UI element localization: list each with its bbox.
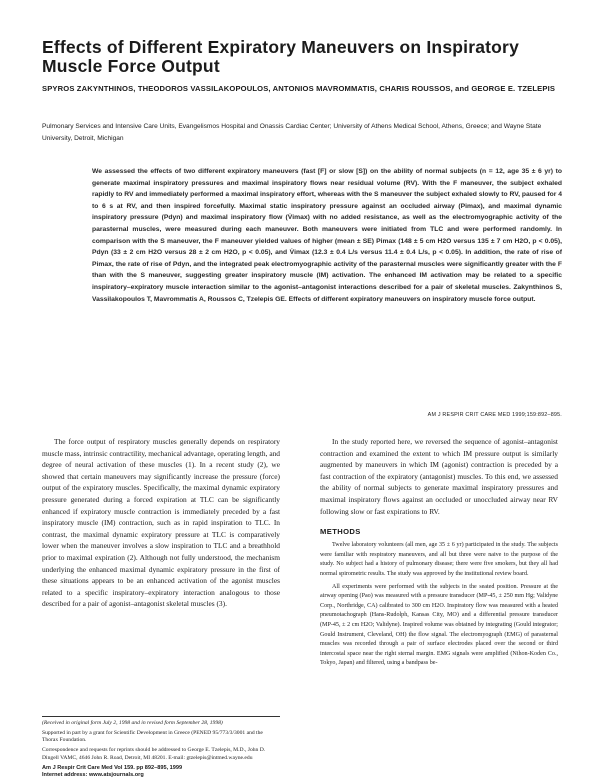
footnotes [42, 716, 280, 780]
journal-info: Am J Respir Crit Care Med Vol 159. pp 892–895, 1999 [42, 764, 183, 771]
internet-address: Internet address: www.atsjournals.org [42, 772, 144, 779]
correspondence-note: Correspondence and requests for reprints should be addressed to George E. Tzelepis, M.D., John D. Dingell VAMC, 4646 John R. Road, Detroit, MI 48201. E-mail: gtzelepis@intmed.wayne.edu [42, 747, 266, 761]
received-note: (Received in original form July 2, 1998 and in revised form September 28, 1998) [42, 720, 223, 726]
support-note: Supported in part by a grant for Scientific Development in Greece (PENED 95/773/3/3001 and the Thorax Foundation. [42, 729, 263, 744]
affiliation: Pulmonary Services and Intensive Care Units, Evangelismos Hospital and Onassis Cardiac Center; University of Athens Medical School, Athens, Greece; and Wayne State University, Detroit, Michigan [42, 123, 542, 142]
right-column [320, 436, 558, 669]
abstract-citation: AM J RESPIR CRIT CARE MED 1999;159:892–895. [427, 412, 562, 418]
methods-paragraph-1: Twelve laboratory volunteers (all men, age 35 ± 6 yr) participated in the study. The subjects were familiar with respiratory maneuvers, and all but three were naive to the purpose of the study. No subject had a history of pulmonary disease; there were five smokers, but they all had normal spirometric results. The study was approved by the institutional review board. [320, 542, 558, 577]
intro-paragraph-2: In the study reported here, we reversed the sequence of agonist–antagonist contraction and examined the extent to which IM pressure output is similarly augmented by maneuvers in which IM (agonist) contraction is preceded by a fast contraction of the expiratory (antagonist) muscles. To this end, we assessed the ability of normal subjects to generate maximal inspiratory pressures and maximal inspiratory flows against an occluded or unoccluded airway near RV following slow or fast expirations to RV. [320, 437, 558, 516]
article-title: Effects of Different Expiratory Maneuvers on Inspiratory Muscle Force Output [42, 37, 520, 76]
abstract-text: We assessed the effects of two different expiratory maneuvers (fast [F] or slow [S]) on the ability of normal subjects (n = 12, age 35 ± 6 yr) to generate maximal inspiratory pressures and maximal inspiratory flows near residual volume (RV). With the F maneuver, the subject exhaled rapidly to RV and immediately performed a maximal inspiratory effort, whereas with the S maneuver the subject exhaled slowly to RV, paused for 4 to 6 s at RV, and then inspired forcefully. Maximal static inspiratory pressure against an occluded airway (Pimax), and maximal dynamic inspiratory pressure (Pdyn) and maximal inspiratory flow (V̇imax) with no added resistance, as well as the electromyographic activity of the parasternal muscles, were measured during each maneuver. Both maneuvers were initiated from TLC and were performed randomly. In comparison with the S maneuver, the F maneuver yielded values of higher (mean ± SE) Pimax (148 ± 5 cm H2O versus 135 ± 7 cm H2O, p < 0.05), Pdyn (33 ± 2 cm H2O versus 28 ± 2 cm H2O, p < 0.05), and V̇imax (12.3 ± 0.4 L/s versus 11.4 ± 0.4 L/s, p < 0.05). In addition, the rate of rise of Pimax, the rate of rise of Pdyn, and the integrated peak electromyographic activity of the parasternal muscles were significantly greater with the F than with the S maneuver, suggesting greater inspiratory muscle (IM) activation. The enhanced IM activation may be related to a specific inspiratory–expiratory muscle interaction similar to the agonist–antagonist interactions described for a pair of skeletal muscles. Zakynthinos S, Vassilakopoulos T, Mavrommatis A, Roussos C, Tzelepis GE. Effects of different expiratory maneuvers on inspiratory muscle force output. [92, 168, 562, 303]
methods-heading: METHODS [320, 527, 361, 537]
author-list: SPYROS ZAKYNTHINOS, THEODOROS VASSILAKOPOULOS, ANTONIOS MAVROMMATIS, CHARIS ROUSSOS, and GEORGE E. TZELEPIS [42, 84, 556, 93]
intro-paragraph: The force output of respiratory muscles generally depends on respiratory muscle mass, intrinsic contractility, mechanical advantage, operating length, and degree of neural activation of these muscles (1). In a recent study (2), we showed that certain maneuvers may significantly increase the pressure (force) output of the expiratory muscles. Specifically, the maximal dynamic expiratory pressure generated during a forced expiration at TLC can be significantly enhanced if expiratory muscle contraction is immediately preceded by a fast inspiratory muscle (IM) contraction, such as in rapid inspiration to TLC. In contrast, the maximal dynamic expiratory pressure at TLC is comparatively lower when the maneuver involves a slow inspiration to TLC and a breathhold prior to maximal expiration (2). Although not fully understood, the mechanism underlying the enhanced maximal dynamic expiratory pressure in the first of these situations appears to be an enhanced activation of the agonist muscles related to a specific inspiratory–expiratory interaction analogous to those described for a pair of agonist–antagonist skeletal muscles (3). [42, 437, 280, 609]
abstract [92, 166, 562, 305]
left-column [42, 436, 280, 610]
methods-paragraph-2: All experiments were performed with the subjects in the seated position. Pressure at the airway opening (Pao) was measured with a pressure transducer (MP-45, ± 250 mm Hg; Validyne Corp., Northridge, CA) calibrated to 300 cm H2O. Inspiratory flow was measured with a heated pneumotachograph (Hans-Rudolph, Kansas City, MO) and a differential pressure transducer (MP-45, ± 2 cm H2O; Validyne). Inspired volume was obtained by integrating (Gould integrator; Gould Instrument, Cleveland, OH) the flow signal. The electromyograph (EMG) of parasternal muscles was recorded through a pair of surface electrodes placed over the second or third intercostal space near the right sternal margin. EMG signals were amplified (Nihon-Koden Co., Tokyo, Japan) and filtered, using a bandpass be- [320, 583, 558, 667]
